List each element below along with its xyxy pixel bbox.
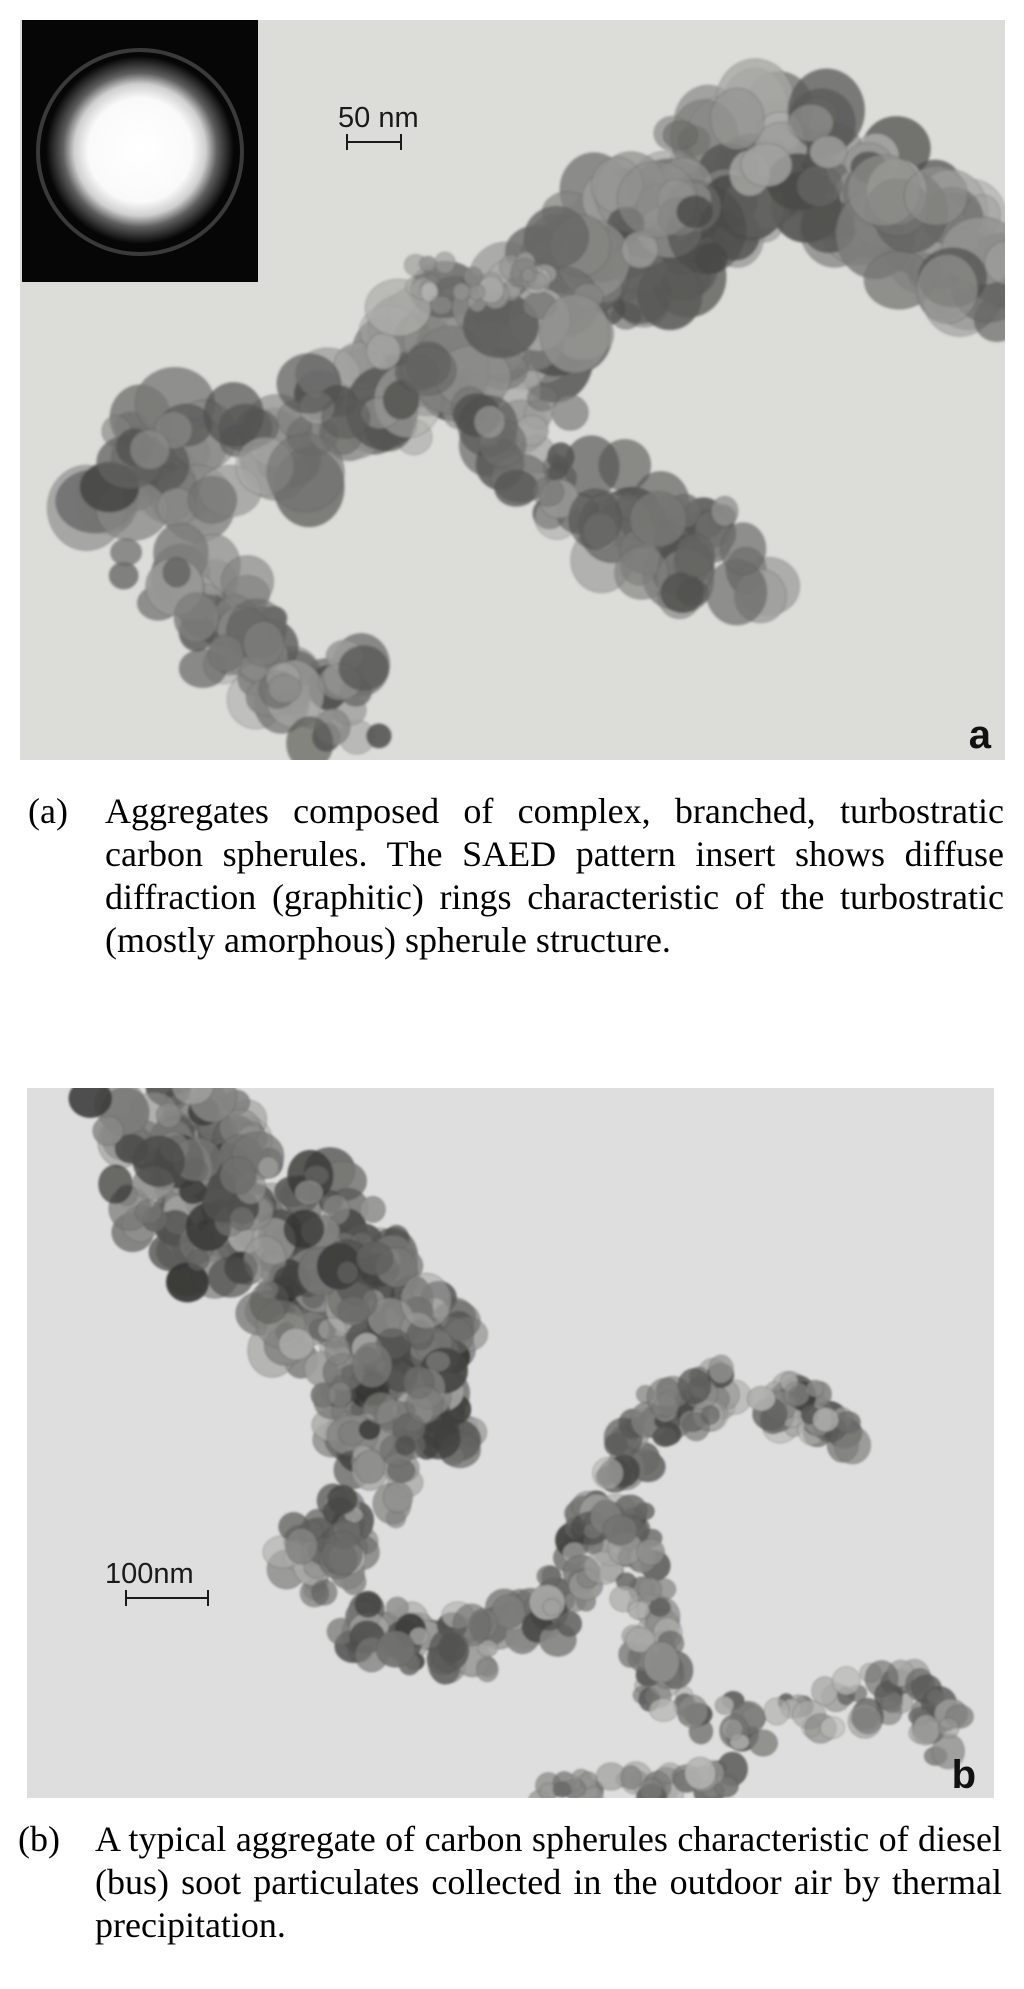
tem-micrograph-a: [20, 20, 1005, 760]
soot-spherule: [637, 1539, 665, 1566]
soot-spherule: [848, 1704, 882, 1738]
scale-bar-50nm: [338, 102, 419, 143]
soot-spherule: [156, 1103, 181, 1128]
soot-spherule: [220, 1157, 256, 1195]
soot-spherule: [366, 333, 400, 370]
caption-b-tag: (b): [18, 1819, 60, 1859]
soot-spherule: [284, 1210, 324, 1248]
soot-spherule: [109, 562, 138, 589]
soot-spherule: [360, 1196, 385, 1222]
scale-bar-label: 100nm: [105, 1558, 194, 1590]
soot-spherule: [747, 1386, 775, 1411]
soot-spherule: [337, 1262, 358, 1284]
soot-spherule: [695, 243, 728, 274]
soot-spherule: [99, 1165, 133, 1204]
soot-spherule: [522, 268, 535, 283]
soot-spherule: [474, 406, 505, 439]
soot-spherule: [640, 1778, 662, 1798]
soot-spherule: [312, 1580, 337, 1605]
soot-spherule: [439, 1633, 466, 1662]
scale-bar-line: [346, 141, 402, 143]
soot-spherule: [663, 121, 698, 150]
soot-spherule: [135, 1200, 162, 1224]
soot-spherule: [540, 294, 610, 373]
soot-spherule: [93, 1116, 124, 1145]
soot-spherule: [376, 1631, 415, 1667]
soot-spherule: [395, 1436, 415, 1455]
soot-spherule: [243, 621, 284, 666]
soot-spherule: [720, 523, 765, 575]
soot-spherule: [401, 1273, 451, 1328]
soot-spherule: [603, 1515, 637, 1545]
soot-spherule: [913, 1715, 940, 1745]
soot-spherule: [352, 1343, 392, 1388]
soot-spherule: [367, 724, 392, 748]
soot-spherule: [711, 496, 738, 526]
soot-spherule: [784, 1382, 809, 1406]
soot-spherule: [630, 492, 687, 547]
soot-spherule: [722, 1719, 743, 1740]
soot-spherule: [904, 166, 967, 225]
soot-spherule: [250, 1282, 289, 1324]
soot-spherule: [130, 430, 170, 470]
soot-spherule: [174, 593, 219, 642]
soot-spherule: [322, 397, 370, 439]
soot-spherule: [435, 252, 456, 273]
soot-spherule: [208, 1257, 253, 1297]
soot-spherule: [638, 1577, 661, 1601]
soot-spherule: [188, 477, 237, 523]
scale-bar-line: [125, 1597, 209, 1599]
soot-spherule: [430, 296, 452, 315]
soot-spherule: [764, 1698, 789, 1725]
soot-spherule: [295, 1180, 323, 1205]
soot-spherule: [328, 1382, 351, 1407]
soot-spherule: [709, 1355, 734, 1383]
soot-spherule: [810, 136, 847, 168]
soot-spherule: [926, 1689, 943, 1705]
soot-spherule: [325, 1336, 351, 1365]
soot-spherule: [813, 1408, 839, 1432]
soot-spherule: [741, 143, 792, 186]
soot-spherule: [532, 478, 564, 507]
soot-spherule: [599, 440, 651, 492]
soot-spherule: [286, 1528, 318, 1564]
soot-spherule: [267, 434, 344, 512]
soot-spherule: [356, 1242, 393, 1275]
soot-spherule: [653, 1427, 678, 1447]
caption-b: [18, 1818, 1002, 1947]
soot-spherule: [537, 1566, 561, 1587]
soot-spherule: [328, 1485, 358, 1514]
saed-pattern-inset: [22, 20, 258, 282]
soot-spherule: [649, 1699, 677, 1722]
soot-spherule: [593, 1458, 624, 1489]
soot-spherule: [406, 1385, 443, 1423]
soot-spherule: [527, 386, 557, 411]
soot-spherule: [644, 1642, 680, 1683]
soot-spherule: [917, 254, 978, 323]
soot-spherule: [322, 1531, 362, 1575]
soot-spherule: [400, 346, 456, 396]
soot-spherule: [230, 1207, 255, 1231]
soot-spherule: [339, 646, 389, 691]
soot-spherule: [797, 165, 843, 206]
soot-spherule: [661, 572, 704, 612]
soot-spherule: [208, 635, 244, 672]
soot-spherule: [621, 1766, 641, 1789]
soot-spherule: [543, 1599, 561, 1616]
soot-spherule: [364, 1393, 398, 1425]
caption-b-text: A typical aggregate of carbon spherules characteristic of diesel (bus) soot particulates collected in the outdoor air by thermal precipitation.: [95, 1819, 1002, 1945]
soot-spherule: [495, 470, 538, 506]
soot-spherule: [279, 1328, 314, 1360]
diffraction-rings: [22, 20, 258, 282]
scale-bar-100nm: [105, 1558, 209, 1599]
caption-a-tag: (a): [28, 791, 68, 831]
soot-spherule: [547, 443, 574, 472]
soot-spherule: [557, 1611, 582, 1636]
soot-spherule: [647, 1378, 682, 1417]
soot-spherule: [638, 261, 702, 330]
scale-bar-label: 50 nm: [338, 102, 419, 134]
soot-spherule: [469, 285, 485, 301]
soot-spherule: [820, 1717, 845, 1739]
soot-spherule: [628, 1601, 649, 1620]
soot-spherule: [355, 1591, 382, 1617]
panel-label-a: a: [968, 713, 991, 757]
soot-spherule: [221, 556, 273, 608]
soot-spherule: [553, 1782, 571, 1797]
soot-spherule: [204, 383, 264, 447]
soot-spherule: [677, 196, 713, 228]
soot-spherule: [710, 88, 764, 149]
soot-spherule: [258, 1157, 279, 1179]
panel-label-b: b: [951, 1753, 976, 1797]
soot-spherule: [268, 675, 301, 704]
soot-spherule: [383, 1482, 412, 1512]
soot-spherule: [569, 489, 622, 549]
tem-micrograph-b: [27, 1088, 994, 1798]
soot-aggregate-b: [27, 1088, 994, 1798]
soot-spherule: [477, 1658, 499, 1681]
soot-spherule: [133, 1136, 185, 1187]
soot-spherule: [163, 558, 190, 588]
caption-a: [28, 790, 1004, 962]
soot-spherule: [187, 1250, 209, 1271]
soot-spherule: [939, 1718, 959, 1738]
soot-spherule: [832, 1667, 860, 1695]
soot-spherule: [678, 1368, 711, 1404]
soot-spherule: [685, 1757, 716, 1789]
soot-spherule: [420, 256, 437, 271]
soot-spherule: [865, 1661, 898, 1697]
soot-spherule: [701, 1406, 719, 1425]
soot-spherule: [678, 1695, 708, 1728]
caption-a-text: Aggregates composed of complex, branched, turbostratic carbon spherules. The SAED pattern insert shows diffuse diffraction (graphitic) rings characteristic of the turbostratic (mostly amorphous) spherule structure.: [105, 791, 1004, 960]
soot-spherule: [111, 539, 142, 566]
soot-spherule: [453, 283, 470, 301]
soot-spherule: [676, 534, 715, 577]
